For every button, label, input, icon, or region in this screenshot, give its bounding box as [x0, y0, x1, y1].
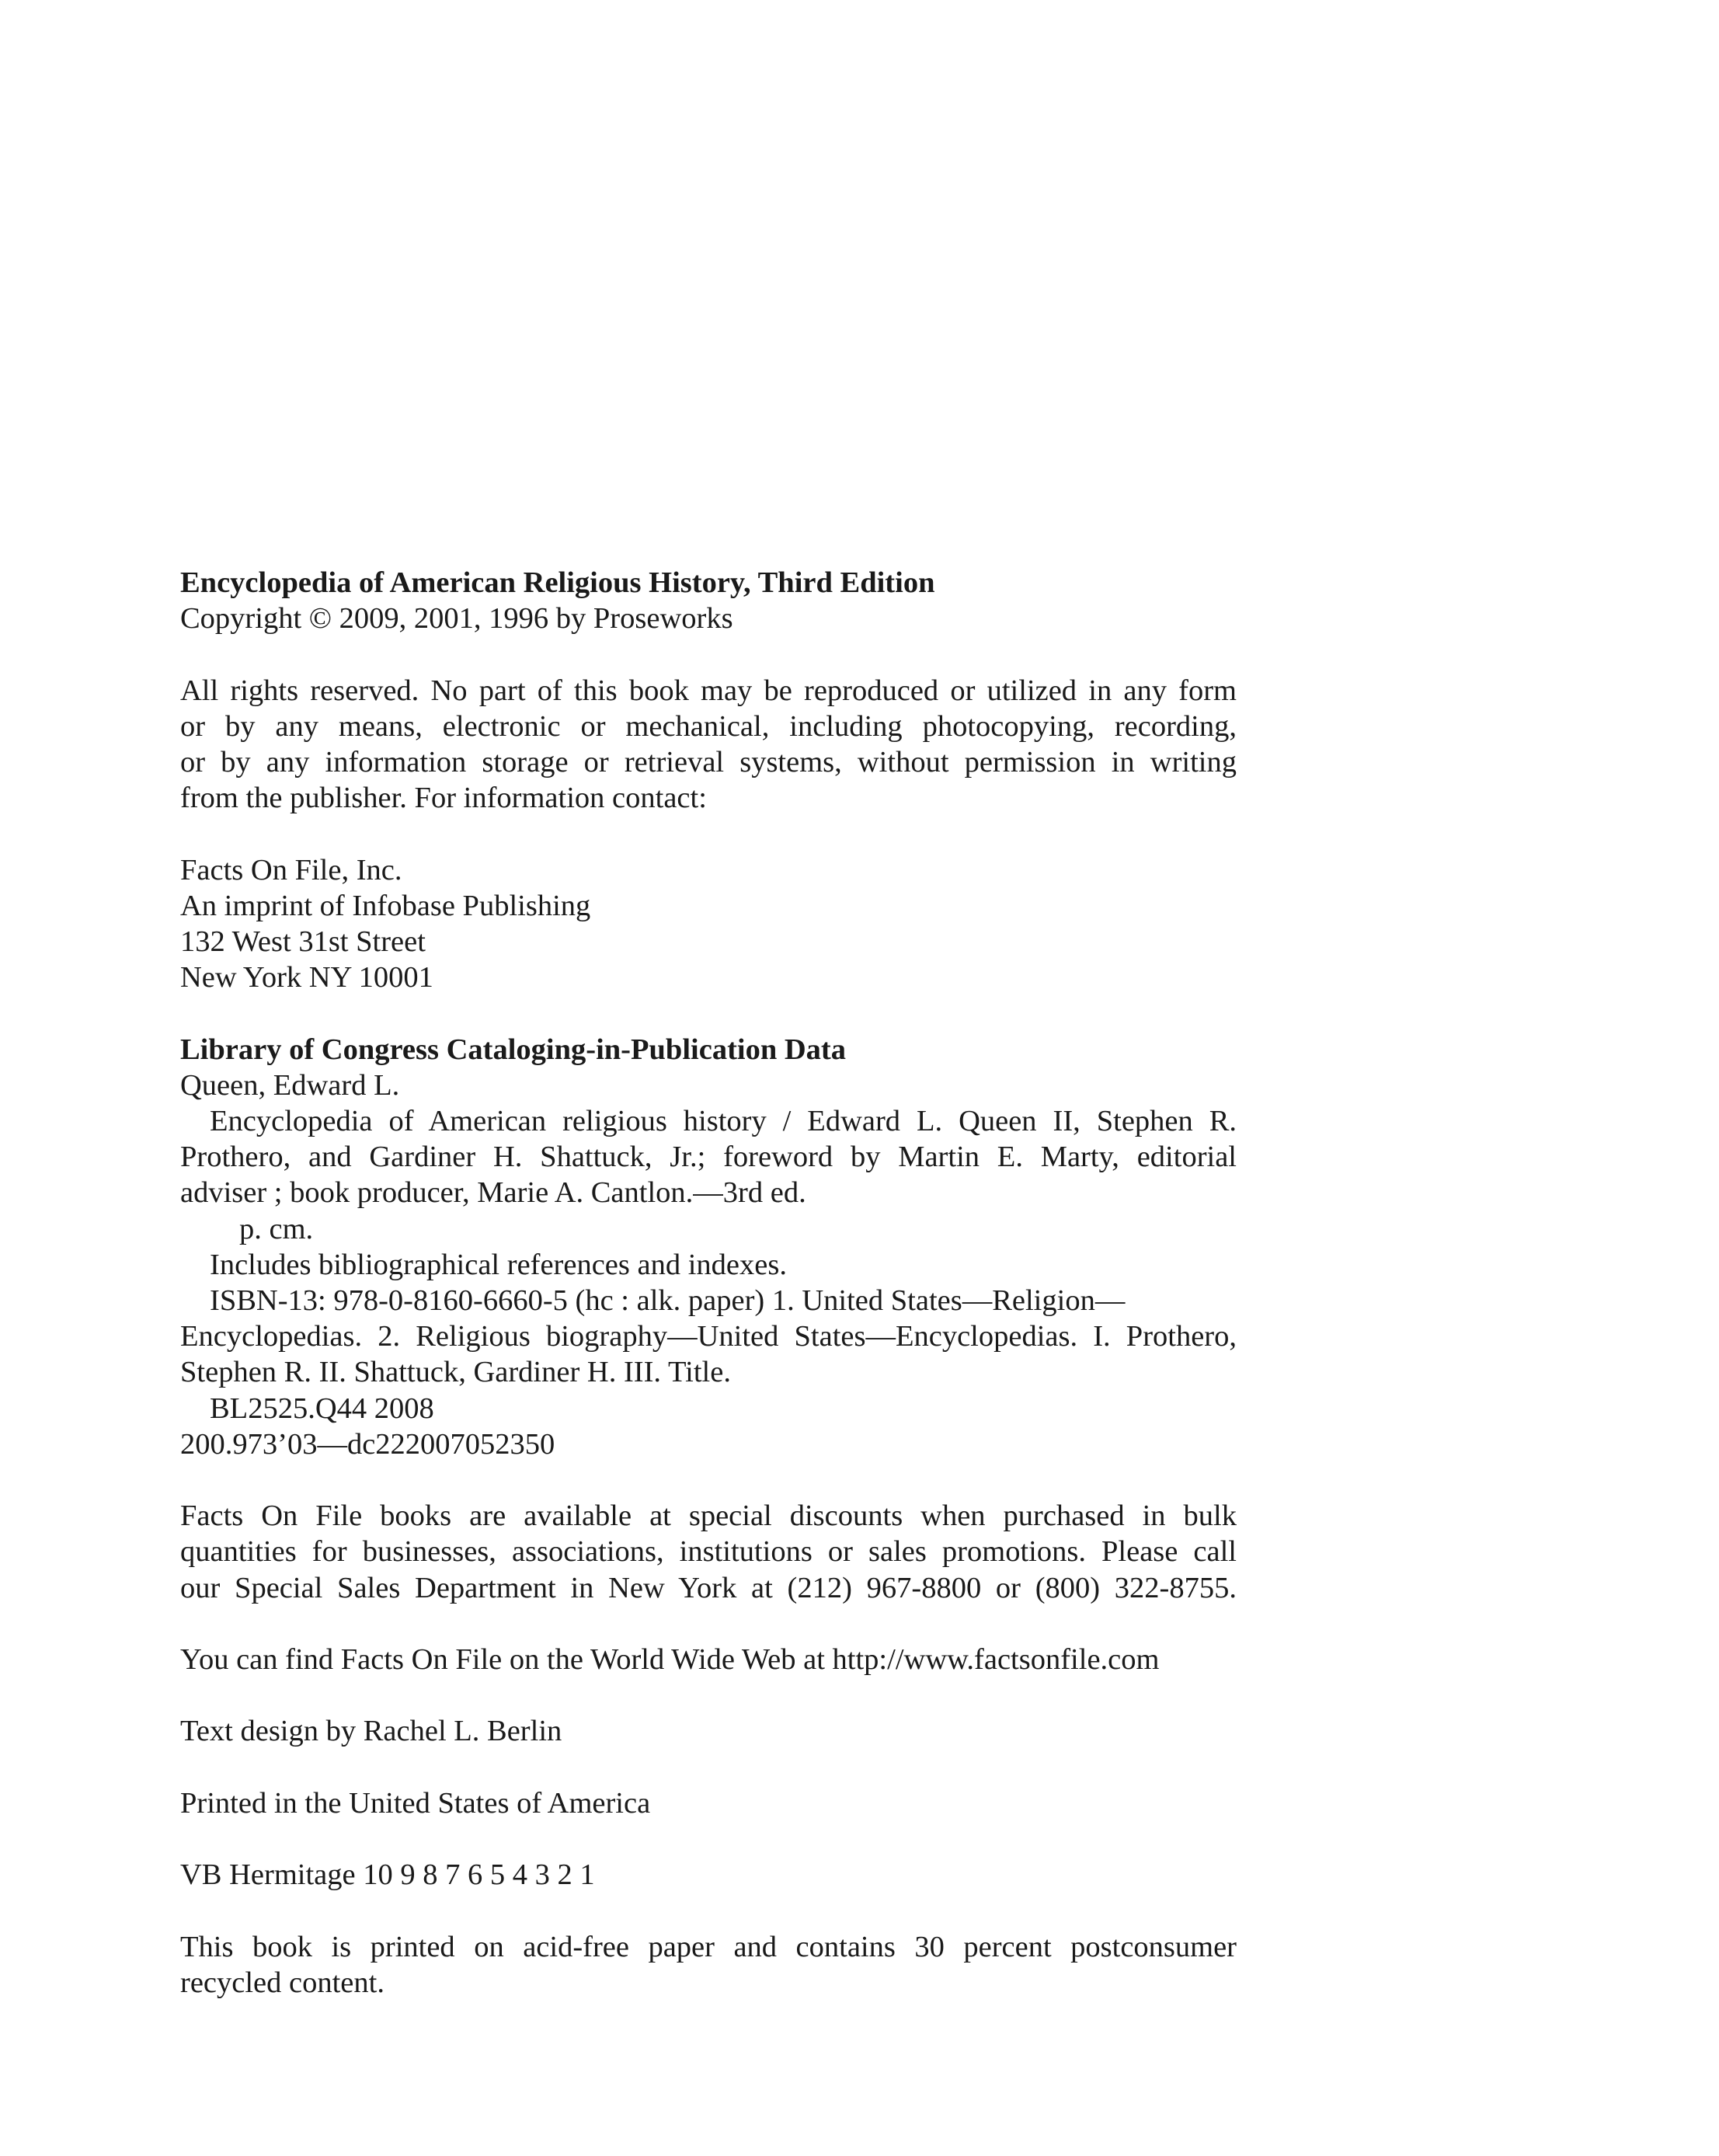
publisher-city: New York NY 10001 — [180, 961, 433, 994]
spacer — [180, 1893, 1237, 1928]
web-notice: You can find Facts On File on the World Wide Web at http://www.factsonfile.com — [180, 1643, 1160, 1677]
spacer — [180, 816, 1237, 852]
spacer — [180, 1606, 1237, 1642]
printed-notice: Printed in the United States of America — [180, 1786, 651, 1820]
paper-line-2: recycled content. — [180, 1966, 385, 1999]
cip-line-4: p. cm. — [239, 1212, 314, 1245]
spacer — [180, 1750, 1237, 1785]
cip-author: Queen, Edward L. — [180, 1068, 400, 1102]
spacer — [180, 995, 1237, 1031]
cip-line-9: BL2525.Q44 2008 — [210, 1391, 434, 1425]
copyright-notice: Copyright © 2009, 2001, 1996 by Proseworks — [180, 602, 733, 636]
publisher-name: Facts On File, Inc. — [180, 853, 402, 886]
book-title: Encyclopedia of American Religious History, Third Edition — [180, 566, 935, 599]
copyright-block — [180, 565, 1237, 2001]
cip-line-10: 200.973’03—dc222007052350 — [180, 1427, 555, 1461]
cip-line-5: Includes bibliographical references and indexes. — [210, 1248, 787, 1281]
cip-line-6: ISBN-13: 978-0-8160-6660-5 (hc : alk. paper) 1. United States—Religion— — [210, 1284, 1126, 1318]
publisher-imprint: An imprint of Infobase Publishing — [180, 889, 591, 922]
sales-line-1: Facts On File books are available at special discounts when purchased in bulk — [180, 1499, 1237, 1533]
sales-line-3: our Special Sales Department in New York at (212) 967-8800 or (800) 322-8755. — [180, 1571, 1237, 1604]
paper-line-1: This book is printed on acid-free paper and contains 30 percent postconsumer — [180, 1930, 1237, 1963]
cip-line-7: Encyclopedias. 2. Religious biography—United States—Encyclopedias. I. Prothero, — [180, 1320, 1237, 1353]
spacer — [180, 1677, 1237, 1713]
design-credit: Text design by Rachel L. Berlin — [180, 1715, 562, 1748]
spacer — [180, 1462, 1237, 1498]
cip-line-2: Prothero, and Gardiner H. Shattuck, Jr.; foreword by Martin E. Marty, editorial — [180, 1141, 1237, 1174]
rights-line-4: from the publisher. For information contact: — [180, 782, 707, 815]
cip-line-1: Encyclopedia of American religious history / Edward L. Queen II, Stephen R. — [210, 1105, 1237, 1137]
spacer — [180, 1821, 1237, 1857]
spacer — [180, 636, 1237, 672]
cip-heading: Library of Congress Cataloging-in-Publication Data — [180, 1033, 847, 1066]
printing-line: VB Hermitage 10 9 8 7 6 5 4 3 2 1 — [180, 1858, 595, 1892]
sales-line-2: quantities for businesses, associations, institutions or sales promotions. Please call — [180, 1535, 1237, 1569]
cip-line-8: Stephen R. II. Shattuck, Gardiner H. III. Title. — [180, 1356, 731, 1389]
rights-line-2: or by any means, electronic or mechanical, including photocopying, recording, — [180, 709, 1237, 743]
cip-line-3: adviser ; book producer, Marie A. Cantlon.—3rd ed. — [180, 1176, 806, 1210]
rights-line-3: or by any information storage or retrieval systems, without permission in writing — [180, 746, 1237, 778]
publisher-street: 132 West 31st Street — [180, 925, 426, 958]
rights-line-1: All rights reserved. No part of this book may be reproduced or utilized in any form — [180, 674, 1237, 707]
